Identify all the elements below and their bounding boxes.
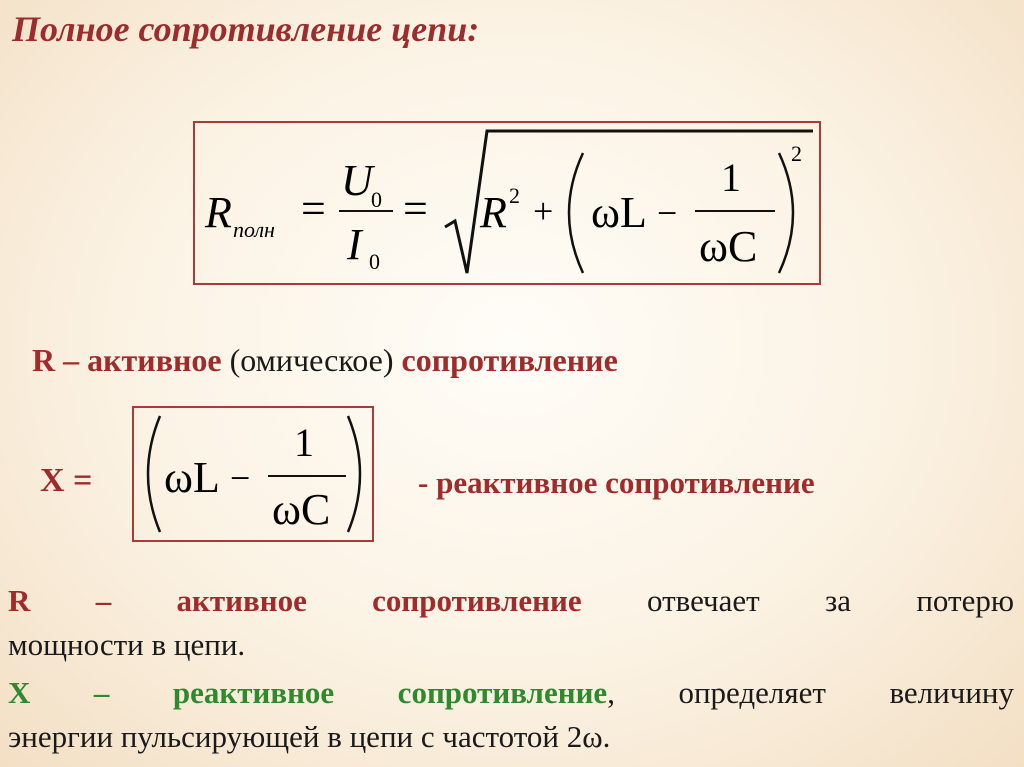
r-subscript: полн xyxy=(233,217,275,242)
outer-exponent: 2 xyxy=(791,141,802,166)
x-right-paren xyxy=(348,416,360,532)
equals-sign-2: = xyxy=(403,184,428,233)
x-omega-l-term: ωL xyxy=(164,453,220,502)
paragraph-reactive-line2: энергии пульсирующей в цепи с частотой 2ω. xyxy=(8,719,611,754)
impedance-formula-box xyxy=(193,121,821,285)
voltage-subscript: 0 xyxy=(371,187,382,212)
r-line-symbol: R xyxy=(32,342,56,378)
plus-sign: + xyxy=(533,191,554,231)
paragraph-active xyxy=(8,579,1014,667)
slide-title: Полное сопротивление цепи: xyxy=(12,9,480,49)
paragraph-reactive-line1 xyxy=(8,671,1014,715)
impedance-formula xyxy=(195,123,819,283)
x-left-paren xyxy=(148,416,160,532)
paragraph-active-line1 xyxy=(8,579,1014,623)
paragraph-reactive-rest: , определяет величину xyxy=(607,675,1014,710)
active-resistance-line xyxy=(32,342,618,379)
r-line-ohmic: (омическое) xyxy=(221,342,402,378)
omega-l-term: ωL xyxy=(591,188,647,237)
x-numerator-one: 1 xyxy=(294,420,314,465)
paragraph-active-lead: R – активное сопротивление xyxy=(8,583,582,618)
paragraph-active-line2: мощности в цепи. xyxy=(8,627,246,662)
reactive-resistance-caption: - реактивное сопротивление xyxy=(418,465,815,500)
r-symbol: R xyxy=(205,188,232,237)
reactance-formula-box xyxy=(132,406,374,542)
omega-c-term: ωC xyxy=(699,222,758,271)
x-omega-c-term: ωC xyxy=(272,485,331,534)
voltage-symbol: U xyxy=(341,156,373,205)
r-line-active: активное xyxy=(87,342,222,378)
r-squared-base: R xyxy=(480,188,507,237)
equals-sign-1: = xyxy=(301,184,326,233)
right-paren xyxy=(779,153,793,273)
r-line-dash: – xyxy=(55,342,88,378)
paragraph-reactive xyxy=(8,671,1014,759)
reactance-formula xyxy=(134,408,372,540)
x-label: X = xyxy=(40,462,93,499)
r-squared-exponent: 2 xyxy=(509,183,520,208)
r-line-resistance: сопротивление xyxy=(401,342,618,378)
paragraph-active-rest: отвечает за потерю xyxy=(581,583,1014,618)
current-symbol: I xyxy=(347,220,362,269)
x-minus-sign: − xyxy=(230,458,251,498)
numerator-one: 1 xyxy=(721,155,741,200)
paragraph-reactive-lead: X – реактивное сопротивление xyxy=(8,675,608,710)
left-paren xyxy=(569,153,583,273)
minus-sign: − xyxy=(657,193,678,233)
current-subscript: 0 xyxy=(369,249,380,274)
